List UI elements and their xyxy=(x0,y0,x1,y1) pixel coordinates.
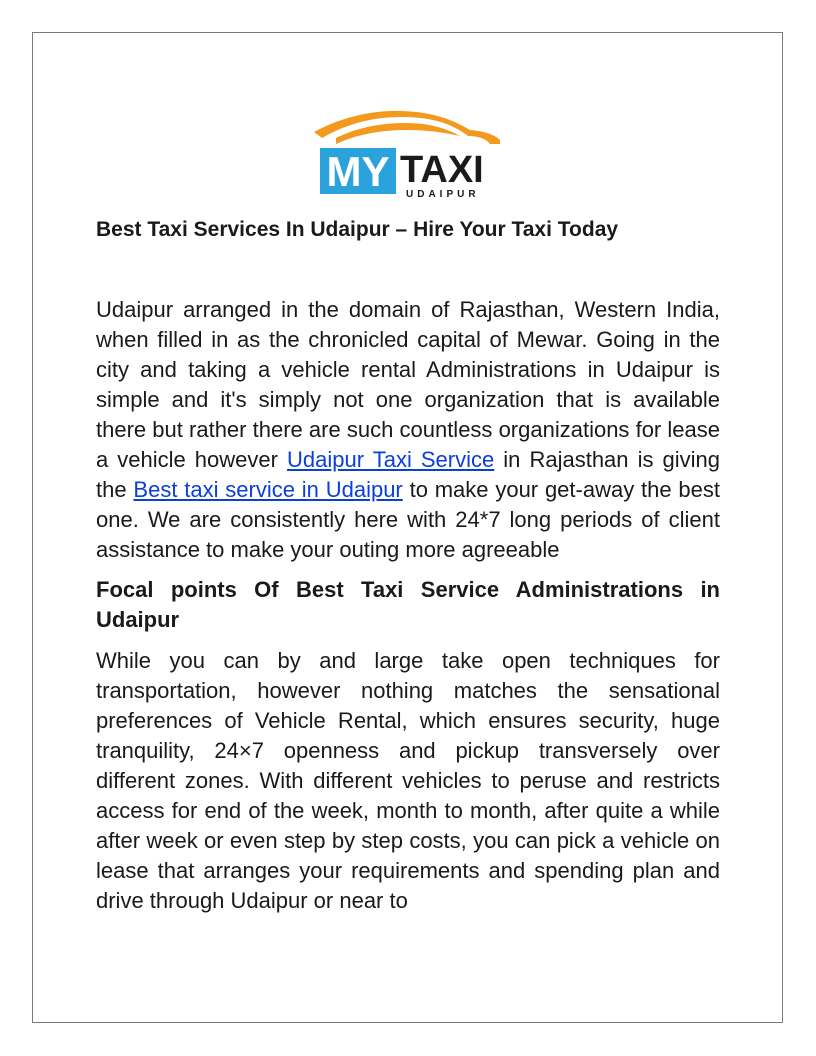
logo-city-text: UDAIPUR xyxy=(406,189,480,200)
mytaxi-logo xyxy=(310,108,506,200)
intro-text-2: in Rajasthan is giving the xyxy=(96,447,720,502)
document-body xyxy=(96,214,720,916)
best-taxi-service-link[interactable]: Best taxi service in Udaipur xyxy=(133,477,403,502)
section-heading: Focal points Of Best Taxi Service Administrations in Udaipur xyxy=(96,577,720,632)
udaipur-taxi-service-link[interactable]: Udaipur Taxi Service xyxy=(287,447,495,472)
intro-text-3: to make your get-away the best one. We are consistently here with 24*7 long periods of client assistance to make your outing more agreeable xyxy=(96,477,720,562)
document-title: Best Taxi Services In Udaipur – Hire Your Taxi Today xyxy=(96,218,619,241)
logo-taxi-text: TAXI xyxy=(400,149,484,191)
car-window-swoosh xyxy=(336,123,460,144)
intro-paragraph xyxy=(96,295,720,565)
section-paragraph: While you can by and large take open techniques for transportation, however nothing matches the sensational preferences of Vehicle Rental, which ensures security, huge tranquility, 24×7 openness and pickup transversely over different zones. With different vehicles to peruse and restricts access for end of the week, month to month, after quite a while after week or even step by step costs, you can pick a vehicle on lease that arranges your requirements and spending plan and drive through Udaipur or near to xyxy=(96,648,720,913)
logo-my-text: MY xyxy=(326,148,390,195)
intro-text-1: Udaipur arranged in the domain of Rajasthan, Western India, when filled in as the chronicled capital of Mewar. Going in the city and taking a vehicle rental Administrations in Udaipur is simple and it's simply not one organization that is available there but rather there are such countless organizations for lease a vehicle however xyxy=(96,297,720,472)
